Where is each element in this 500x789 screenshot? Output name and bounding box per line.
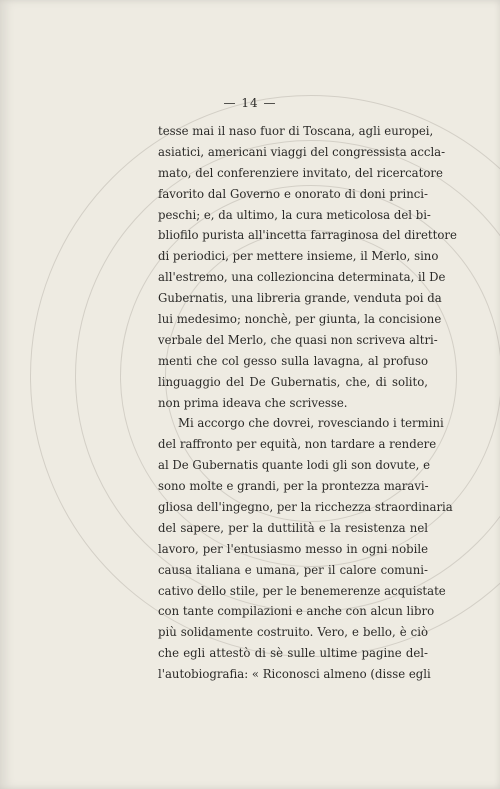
paragraph-start-line: Mi accorgo che dovrei, rovesciando i termini: [178, 416, 444, 431]
text-line: linguaggio del De Gubernatis, che, di solito,: [158, 374, 428, 389]
text-line: tesse mai il naso fuor di Toscana, agli europei,: [158, 124, 434, 138]
text-line: sono molte e grandi, per la prontezza maravi-: [158, 479, 429, 494]
text-line: Gubernatis, una libreria grande, venduta poi da: [158, 291, 442, 306]
text-line: all'estremo, una collezioncina determinata, il De: [158, 270, 446, 285]
text-line: l'autobiografia: « Riconosci almeno (disse egli: [158, 667, 431, 682]
text-line: bliofilo purista all'incetta farraginosa del direttore: [158, 228, 457, 243]
text-line: asiatici, americani viaggi del congressista accla-: [158, 144, 446, 159]
text-line: più solidamente costruito. Vero, e bello, è ciò: [158, 625, 428, 640]
text-line: del sapere, per la duttilità e la resistenza nel: [158, 520, 428, 535]
body-text: [158, 121, 457, 685]
text-line: gliosa dell'ingegno, per la ricchezza straordinaria: [158, 500, 453, 515]
text-line: cativo dello stile, per le benemerenze acquistate: [158, 583, 446, 598]
text-line: mato, del conferenziere invitato, del ricercatore: [158, 165, 443, 180]
text-line: verbale del Merlo, che quasi non scriveva altri-: [158, 332, 438, 347]
text-line: causa italiana e umana, per il calore comuni-: [158, 562, 428, 577]
text-line: lui medesimo; nonchè, per giunta, la concisione: [158, 312, 442, 327]
paragraph-end-line: non prima ideava che scrivesse.: [158, 395, 348, 410]
text-line: del raffronto per equità, non tardare a rendere: [158, 437, 437, 452]
text-line: lavoro, per l'entusiasmo messo in ogni nobile: [158, 541, 428, 556]
text-line: con tante compilazioni e anche con alcun libro: [158, 604, 435, 619]
text-line: favorito dal Governo e onorato di doni princi-: [158, 186, 428, 201]
text-line: che egli attestò di sè sulle ultime pagine del-: [158, 646, 428, 661]
page-number: — 14 —: [223, 96, 277, 110]
text-line: peschi; e, da ultimo, la cura meticolosa del bi-: [158, 207, 431, 222]
text-line: di periodici, per mettere insieme, il Merlo, sino: [158, 249, 439, 264]
text-line: al De Gubernatis quante lodi gli son dovute, e: [158, 458, 431, 473]
text-line: menti che col gesso sulla lavagna, al profuso: [158, 353, 428, 368]
